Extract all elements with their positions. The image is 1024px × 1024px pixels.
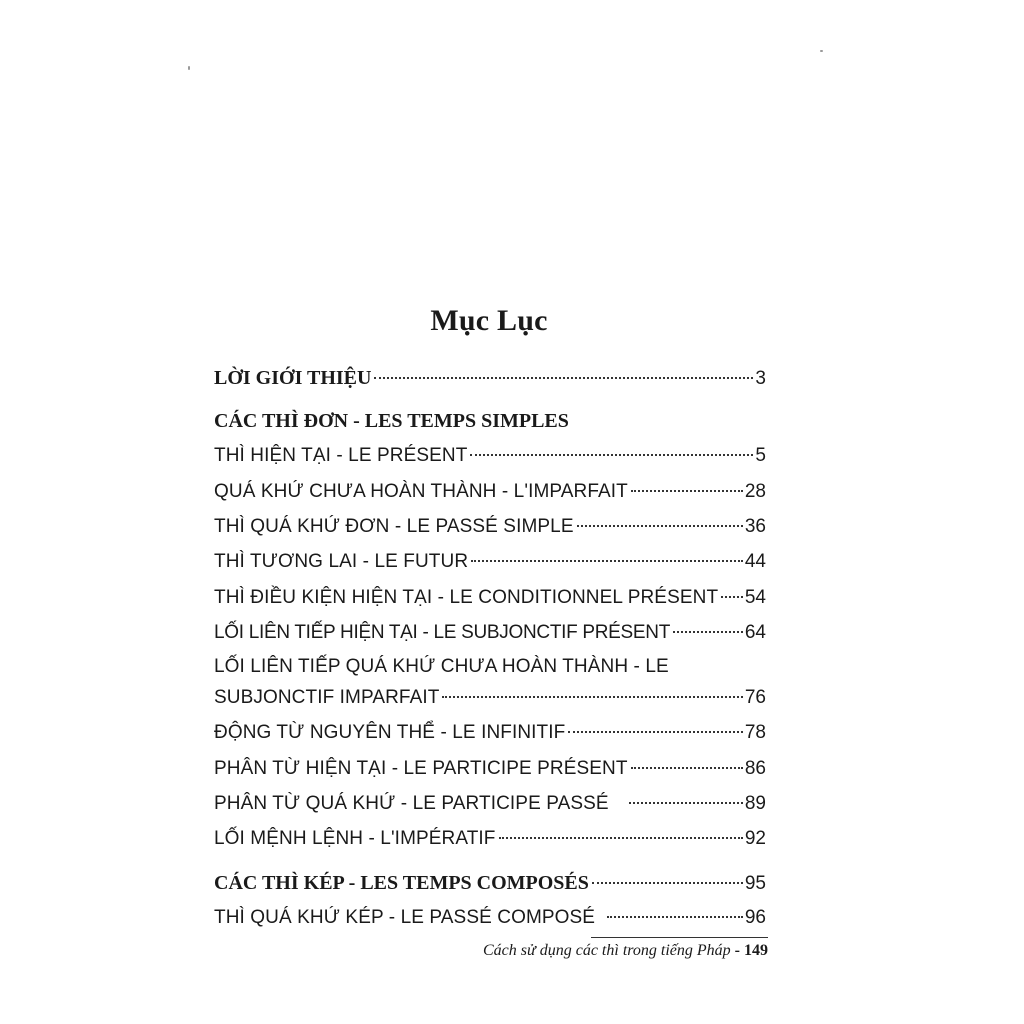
toc-entry-label: LỐI LIÊN TIẾP HIỆN TẠI - LE SUBJONCTIF PRÉSENT	[214, 622, 671, 643]
page-footer	[340, 942, 768, 960]
footer-rule	[591, 937, 768, 938]
toc-entry-label: THÌ QUÁ KHỨ ĐƠN - LE PASSÉ SIMPLE	[214, 516, 574, 537]
toc-entry-label: LỜI GIỚI THIỆU	[214, 367, 372, 389]
toc-entry-label: PHÂN TỪ HIỆN TẠI - LE PARTICIPE PRÉSENT	[214, 758, 628, 779]
toc-entry-page: 95	[744, 873, 766, 894]
toc-entry-page: 78	[744, 722, 766, 743]
toc-entry-page: 92	[744, 828, 766, 849]
dot-leader	[374, 377, 753, 379]
toc-title: Mục Lục	[430, 304, 548, 337]
dot-leader	[631, 767, 743, 769]
toc-entry-subjonctif-imparfait-line1[interactable]	[214, 655, 766, 679]
toc-entry-present[interactable]	[214, 444, 766, 468]
toc-entry-passe-simple[interactable]	[214, 515, 766, 539]
footer-page-number: 149	[744, 942, 768, 959]
toc-entry-label: THÌ QUÁ KHỨ KÉP - LE PASSÉ COMPOSÉ	[214, 907, 596, 928]
toc-entry-page: 89	[744, 793, 766, 814]
toc-entry-page: 64	[744, 622, 766, 643]
toc-entry-subjonctif-present[interactable]	[214, 621, 766, 645]
toc-entry-page: 96	[744, 907, 766, 928]
toc-entry-label: ĐỘNG TỪ NGUYÊN THỂ - LE INFINITIF	[214, 722, 566, 743]
toc-entry-page: 36	[744, 516, 766, 537]
toc-entry-subjonctif-imparfait[interactable]	[214, 686, 766, 710]
toc-entry-futur[interactable]	[214, 550, 766, 574]
toc-entry-imperatif[interactable]	[214, 827, 766, 851]
toc-section-label: CÁC THÌ ĐƠN - LES TEMPS SIMPLES	[214, 410, 569, 432]
toc-entry-imparfait[interactable]	[214, 480, 766, 504]
toc-section-label: CÁC THÌ KÉP - LES TEMPS COMPOSÉS	[214, 872, 589, 894]
toc-entry-passe-compose[interactable]	[214, 906, 766, 930]
toc-entry-page: 5	[755, 445, 766, 466]
toc-entry-page: 28	[744, 481, 766, 502]
toc-entry-label: QUÁ KHỨ CHƯA HOÀN THÀNH - L'IMPARFAIT	[214, 481, 628, 502]
toc-entry-page: 3	[755, 368, 766, 389]
toc-entry-label: THÌ HIỆN TẠI - LE PRÉSENT	[214, 445, 468, 466]
toc-entry-label: THÌ ĐIỀU KIỆN HIỆN TẠI - LE CONDITIONNEL PRÉSENT	[214, 587, 719, 608]
dot-leader	[607, 916, 743, 918]
toc-entry-conditionnel-present[interactable]	[214, 586, 766, 610]
toc-entry-page: 86	[744, 758, 766, 779]
toc-entry-label: SUBJONCTIF IMPARFAIT	[214, 687, 440, 708]
dot-leader	[470, 454, 753, 456]
toc-entry-participe-present[interactable]	[214, 757, 766, 781]
scan-speck	[188, 66, 190, 70]
toc-entry-label: THÌ TƯƠNG LAI - LE FUTUR	[214, 551, 469, 572]
toc-entry-label: LỐI LIÊN TIẾP QUÁ KHỨ CHƯA HOÀN THÀNH - LE	[214, 656, 669, 677]
scan-speck	[820, 50, 823, 52]
toc-section-simple-tenses[interactable]	[214, 409, 766, 433]
dot-leader	[721, 596, 743, 598]
dot-leader	[592, 882, 743, 884]
dot-leader	[577, 525, 743, 527]
toc-entry-page: 54	[744, 587, 766, 608]
dot-leader	[629, 802, 743, 804]
footer-book-title: Cách sử dụng các thì trong tiếng Pháp	[483, 942, 731, 959]
toc-entry-infinitif[interactable]	[214, 721, 766, 745]
dot-leader	[471, 560, 743, 562]
dot-leader	[442, 696, 742, 698]
toc-entry-participe-passe[interactable]	[214, 792, 766, 816]
toc-entry-page: 76	[744, 687, 766, 708]
toc-entry-label: LỐI MỆNH LỆNH - L'IMPÉRATIF	[214, 828, 496, 849]
toc-section-compound-tenses[interactable]	[214, 871, 766, 896]
toc-entry-label: PHÂN TỪ QUÁ KHỨ - LE PARTICIPE PASSÉ	[214, 793, 609, 814]
footer-separator: -	[734, 942, 740, 959]
toc-entry-introduction[interactable]	[214, 366, 766, 391]
dot-leader	[631, 490, 743, 492]
dot-leader	[568, 731, 743, 733]
dot-leader	[499, 837, 743, 839]
dot-leader	[673, 631, 743, 633]
toc-entry-page: 44	[744, 551, 766, 572]
